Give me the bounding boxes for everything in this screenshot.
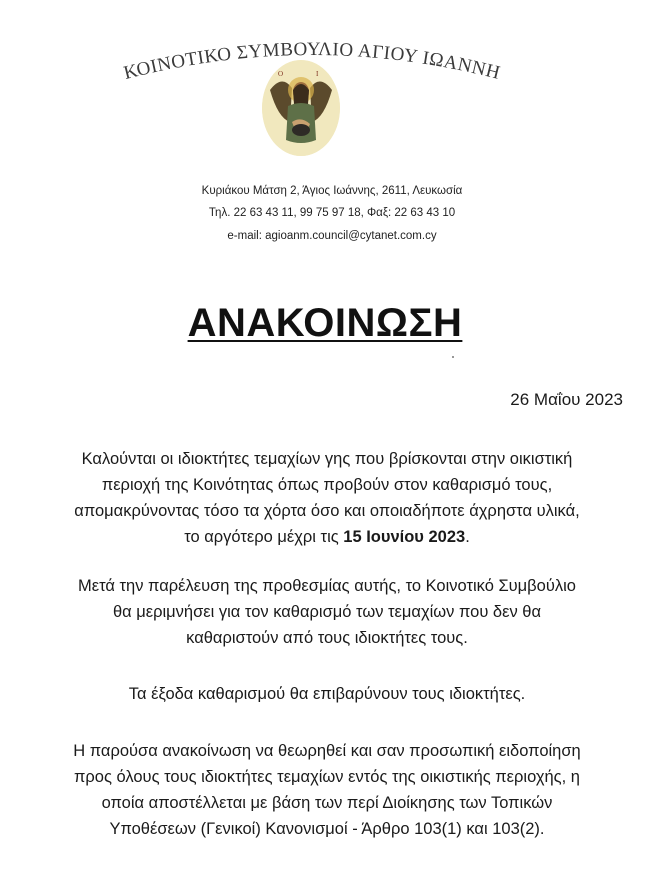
scan-speck <box>452 356 454 358</box>
phone-line: Τηλ. 22 63 43 11, 99 75 97 18, Φαξ: 22 63 43 10 <box>208 207 456 219</box>
announcement-title-text: ΑΝΑΚΟΙΝΩΣΗ <box>187 301 463 345</box>
paragraph-3-line-1: Τα έξοδα καθαρισμού θα επιβαρύνουν τους ιδιοκτήτες. <box>128 685 526 703</box>
deadline-suffix: . <box>465 528 470 546</box>
paragraph-1 <box>22 446 632 550</box>
paragraph-4-line-1: Η παρούσα ανακοίνωση να θεωρηθεί και σαν προσωπική ειδοποίηση <box>73 742 581 760</box>
paragraph-3 <box>22 681 632 707</box>
paragraph-1-line-1: Καλούνται οι ιδιοκτήτες τεμαχίων γης που βρίσκονται στην οικιστική <box>81 450 573 468</box>
saint-john-icon <box>262 60 340 156</box>
deadline-date: 15 Ιουνίου 2023 <box>343 528 466 546</box>
paragraph-1-line-2: περιοχή της Κοινότητας όπως προβούν στον καθαρισμό τους, <box>101 476 553 494</box>
deadline-prefix: το αργότερο μέχρι τις <box>184 528 344 546</box>
council-name: ΚΟΙΝΟΤΙΚΟ ΣΥΜΒΟΥΛΙΟ ΑΓΙΟΥ ΙΩΑΝΝΗ <box>121 38 503 84</box>
paragraph-2 <box>22 573 632 651</box>
paragraph-4-line-3: οποία αποστέλλεται με βάση των περί Διοίκησης των Τοπικών <box>101 794 553 812</box>
paragraph-2-line-3: καθαριστούν από τους ιδιοκτήτες τους. <box>186 629 468 647</box>
announcement-date: 26 Μαΐου 2023 <box>510 390 623 409</box>
announcement-title <box>0 301 650 346</box>
paragraph-4-line-2: προς όλους τους ιδιοκτήτες τεμαχίων εντός της οικιστικής περιοχής, η <box>74 768 580 786</box>
paragraph-2-line-2: θα μεριμνήσει για τον καθαρισμό των τεμαχίων που δεν θα <box>112 603 542 621</box>
paragraph-1-line-4 <box>22 524 632 550</box>
paragraph-4 <box>22 738 632 842</box>
svg-text:Ι: Ι <box>316 70 319 78</box>
email-line: e-mail: agioanm.council@cytanet.com.cy <box>227 230 437 242</box>
paragraph-2-line-1: Μετά την παρέλευση της προθεσμίας αυτής, το Κοινοτικό Συμβούλιο <box>78 577 576 595</box>
paragraph-4-line-4: Υποθέσεων (Γενικοί) Κανονισμοί - Άρθρο 103(1) και 103(2). <box>109 820 545 838</box>
svg-text:Ο: Ο <box>278 70 284 78</box>
paragraph-1-line-3: απομακρύνοντας τόσο τα χόρτα όσο και οποιαδήποτε άχρηστα υλικά, <box>74 502 580 520</box>
address-line: Κυριάκου Μάτση 2, Άγιος Ιωάννης, 2611, Λευκωσία <box>201 185 463 197</box>
